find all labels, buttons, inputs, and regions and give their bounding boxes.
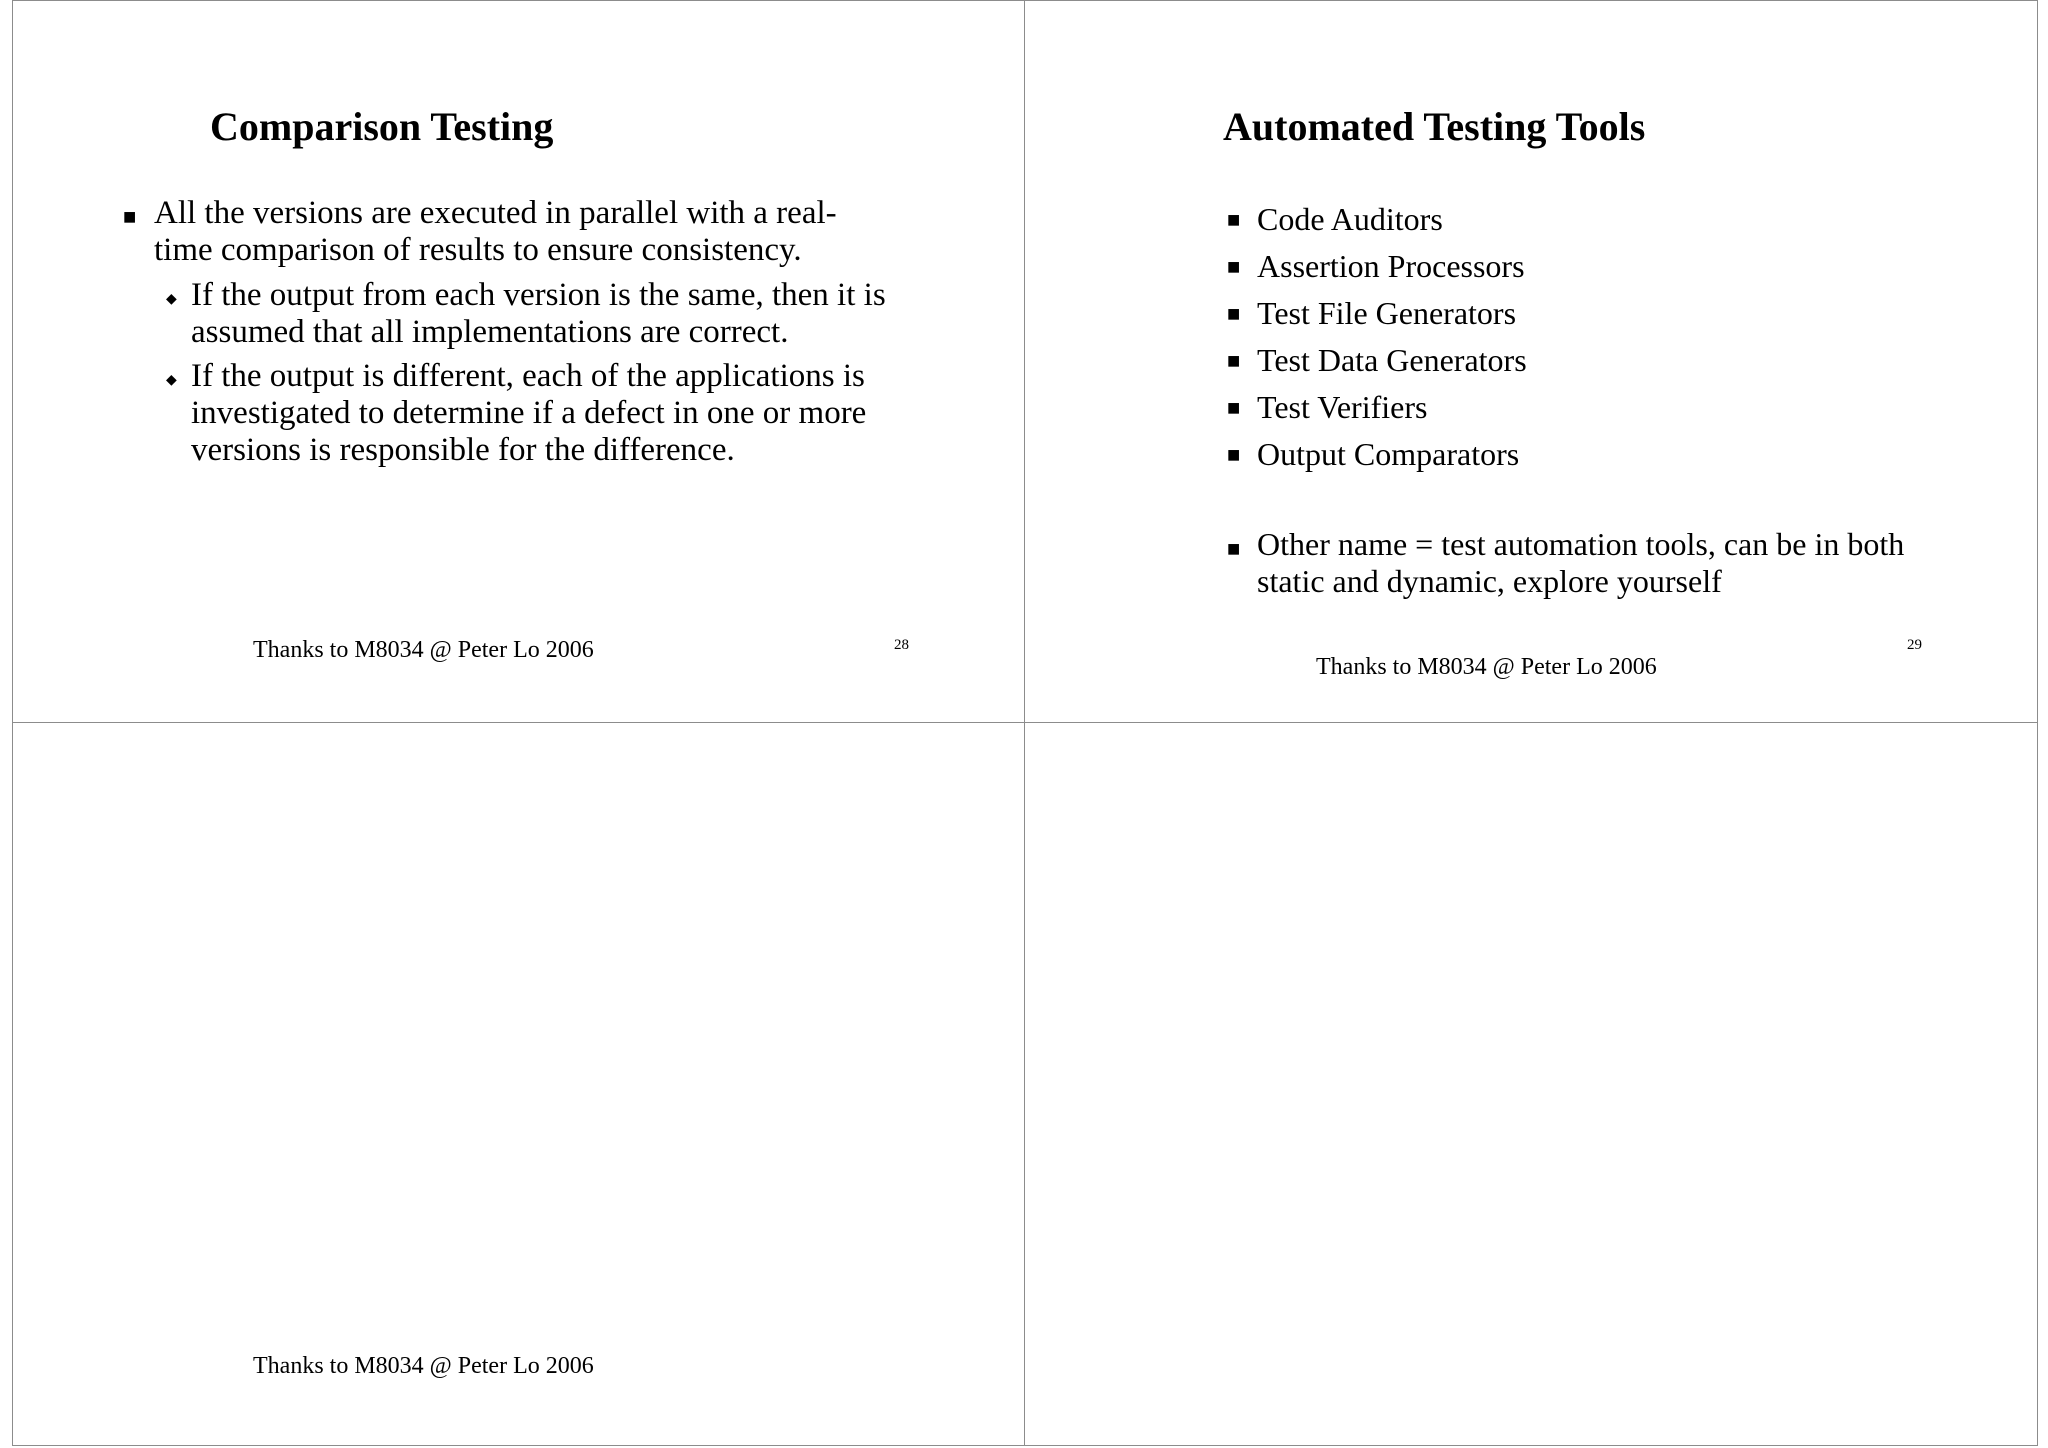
slide-29-title: Automated Testing Tools [1223,104,1646,149]
square-bullet-icon: ■ [1227,395,1241,420]
tool-item-test-verifiers: Test Verifiers [1257,389,1428,425]
tool-item-test-data-generators: Test Data Generators [1257,342,1527,378]
tool-item-test-file-generators: Test File Generators [1257,295,1517,331]
slide-28-sub-bullet-2: If the output is different, each of the applications is investigated to determine if a defect in one or more versions is responsible for the difference. [191,358,867,468]
vertical-divider [1024,0,1025,1446]
tool-item-assertion-processors: Assertion Processors [1257,248,1525,284]
square-bullet-icon: ■ [123,204,137,229]
square-bullet-icon: ■ [1227,254,1241,279]
diamond-bullet-icon: ◆ [166,373,177,388]
horizontal-divider [12,722,2038,723]
square-bullet-icon: ■ [1227,442,1241,467]
square-bullet-icon: ■ [1227,348,1241,373]
slide-28-title: Comparison Testing [210,104,554,149]
square-bullet-icon: ■ [1227,536,1241,561]
slide-28-footer: Thanks to M8034 @ Peter Lo 2006 [253,637,594,663]
slide-29-note: Other name = test automation tools, can be in both static and dynamic, explore yourself [1257,526,1905,599]
tool-item-code-auditors: Code Auditors [1257,201,1443,237]
tool-item-output-comparators: Output Comparators [1257,436,1520,472]
slide-29-footer: Thanks to M8034 @ Peter Lo 2006 [1316,654,1657,680]
slide-29-page-number: 29 [1907,637,1922,653]
diamond-bullet-icon: ◆ [166,292,177,307]
slide-28-sub-bullet-1: If the output from each version is the same, then it is assumed that all implementations are correct. [191,277,886,350]
square-bullet-icon: ■ [1227,301,1241,326]
slide-28-main-bullet: All the versions are executed in parallel with a real-time comparison of results to ensure consistency. [154,195,837,268]
slide-blank-left-footer: Thanks to M8034 @ Peter Lo 2006 [253,1353,594,1379]
slide-28-page-number: 28 [894,637,909,653]
square-bullet-icon: ■ [1227,207,1241,232]
